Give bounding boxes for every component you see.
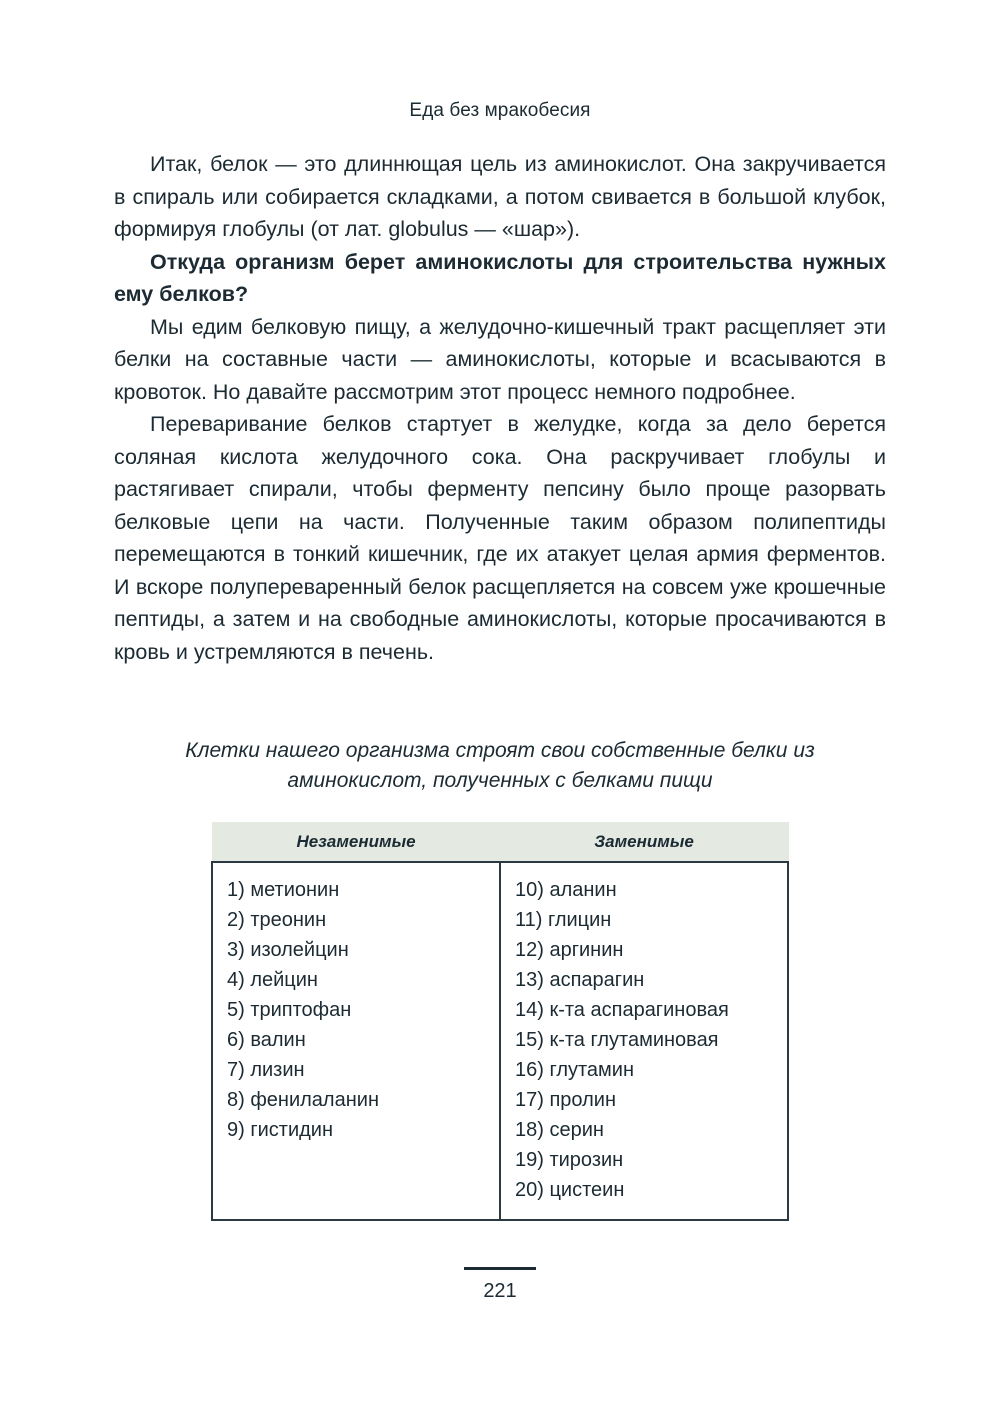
paragraph-1: Итак, белок — это длиннющая цель из аминокислот. Она закручивается в спираль или собирается складками, а потом свивается в большой клубок, формируя глобулы (от лат. globulus — «шар»).	[114, 152, 886, 241]
list-item: 3) изолейцин	[227, 939, 349, 961]
table-row	[212, 862, 788, 1220]
amino-acid-table-wrap	[211, 796, 789, 1221]
paragraph-2: Мы едим белковую пищу, а желудочно-кишечный тракт расщепляет эти белки на составные части — аминокислоты, которые и всасываются в кровоток. Но давайте рассмотрим этот процесс немного подробнее.	[114, 314, 886, 404]
column-header-essential: Незаменимые	[212, 823, 500, 863]
cell-essential-list	[212, 862, 500, 1220]
list-item: 15) к-та глутаминовая	[515, 1029, 719, 1051]
list-item: 18) серин	[515, 1119, 604, 1141]
essential-list	[227, 875, 499, 1145]
list-item: 6) валин	[227, 1029, 306, 1051]
list-item: 7) лизин	[227, 1059, 305, 1081]
list-item: 2) треонин	[227, 909, 327, 931]
list-item: 11) глицин	[515, 909, 612, 931]
cell-nonessential-list	[500, 862, 788, 1220]
column-header-nonessential: Заменимые	[500, 823, 788, 863]
list-item: 5) триптофан	[227, 999, 352, 1021]
list-item: 10) аланин	[515, 879, 617, 901]
list-item: 19) тирозин	[515, 1149, 624, 1171]
list-item: 1) метионин	[227, 879, 340, 901]
paragraph-heading-question: Откуда организм берет аминокислоты для строительства нужных ему белков?	[114, 249, 886, 306]
table-header-row	[212, 823, 788, 863]
book-page	[0, 100, 1000, 1417]
table-head	[212, 823, 788, 863]
amino-acid-table	[211, 822, 789, 1221]
paragraph-3: Переваривание белков стартует в желудке, когда за дело берется соляная кислота желудочного сока. Она раскручивает глобулы и растягивает спирали, чтобы ферменту пепсину было проще разорвать белковые цепи на части. Полученные таким образом полипептиды перемещаются в тонкий кишечник, где их атакует целая армия ферментов. И вскоре полупереваренный белок расщепляется на совсем уже крошечные пептиды, а затем и на свободные аминокислоты, которые просачиваются в кровь и устремляются в печень.	[114, 412, 886, 664]
table-body	[212, 862, 788, 1220]
running-head: Еда без мракобесия	[409, 100, 591, 121]
folio-divider	[464, 1267, 536, 1270]
nonessential-list	[515, 875, 787, 1205]
list-item: 16) глутамин	[515, 1059, 635, 1081]
list-item: 13) аспарагин	[515, 969, 645, 991]
page-number: 221	[483, 1280, 517, 1302]
list-item: 20) цистеин	[515, 1179, 625, 1201]
list-item: 4) лейцин	[227, 969, 318, 991]
list-item: 12) аргинин	[515, 939, 624, 961]
list-item: 9) гистидин	[227, 1119, 334, 1141]
list-item: 17) пролин	[515, 1089, 616, 1111]
list-item: 14) к-та аспарагиновая	[515, 999, 729, 1021]
table-caption: Клетки нашего организма строят свои собственные белки из аминокислот, полученных с белками пищи	[185, 739, 815, 792]
list-item: 8) фенилаланин	[227, 1089, 379, 1111]
body-text	[114, 122, 886, 668]
